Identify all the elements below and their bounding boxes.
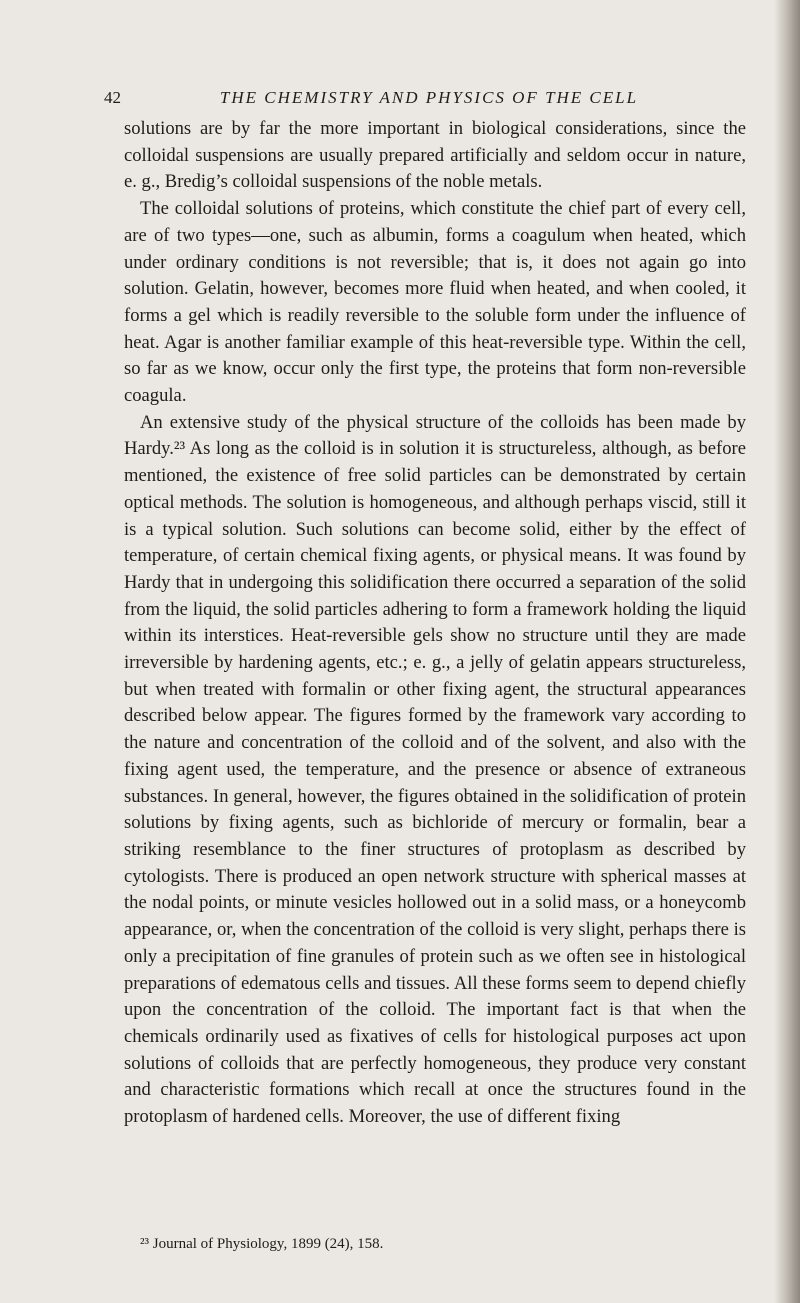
page-edge-shadow — [774, 0, 800, 1303]
footnote: ²³ Journal of Physiology, 1899 (24), 158. — [140, 1236, 384, 1252]
body-text — [124, 116, 746, 1131]
running-header — [104, 88, 754, 114]
paragraph-1: solutions are by far the more important in biological considerations, since the colloidal suspensions are usually prepared artificially and seldom occur in nature, e. g., Bredig’s colloidal suspensions of the noble metals. — [124, 118, 746, 193]
paragraph-2: The colloidal solutions of proteins, which constitute the chief part of every cell, are of two types—one, such as albumin, forms a coagulum when heated, which under ordinary conditions is not reversible; that is, it does not again go into solution. Gelatin, however, becomes more fluid when heated, and when cooled, it forms a gel which is readily reversible to the soluble form under the influence of heat. Agar is another familiar example of this heat-reversible type. Within the cell, so far as we know, occur only the first type, the proteins that form non-reversible coagula. — [124, 198, 746, 407]
paragraph-3: An extensive study of the physical structure of the colloids has been made by Hardy.²³ As long as the colloid is in solution it is structureless, although, as before mentioned, the existence of free solid particles can be demonstrated by certain optical methods. The solution is homogeneous, and although perhaps viscid, still it is a typical solution. Such solutions can become solid, either by the effect of temperature, of certain chemical fixing agents, or physical means. It was found by Hardy that in undergoing this solidification there occurred a separation of the solid from the liquid, the solid particles adhering to form a framework holding the liquid within its interstices. Heat-reversible gels show no structure until they are made irreversible by hardening agents, etc.; e. g., a jelly of gelatin appears structureless, but when treated with formalin or other fixing agent, the structural appearances described below appear. The figures formed by the framework vary according to the nature and concentration of the colloid and of the solvent, and also with the fixing agent used, the temperature, and the presence or absence of extraneous substances. In general, however, the figures obtained in the solidification of protein solutions by fixing agents, such as bichloride of mercury or formalin, bear a striking resemblance to the finer structures of protoplasm as described by cytologists. There is produced an open network structure with spherical masses at the nodal points, or minute vesicles hollowed out in a solid mass, or a honeycomb appearance, or, when the concentration of the colloid is very slight, perhaps there is only a precipitation of fine granules of protein such as we often see in histological preparations of edematous cells and tissues. All these forms seem to depend chiefly upon the concentration of the colloid. The important fact is that when the chemicals ordinarily used as fixatives of cells for histological purposes act upon solutions of colloids that are perfectly homogeneous, they produce very constant and characteristic formations which recall at once the structures found in the protoplasm of hardened cells. Moreover, the use of different fixing — [124, 411, 746, 1128]
running-title: THE CHEMISTRY AND PHYSICS OF THE CELL — [219, 88, 639, 107]
page-number: 42 — [104, 88, 121, 107]
